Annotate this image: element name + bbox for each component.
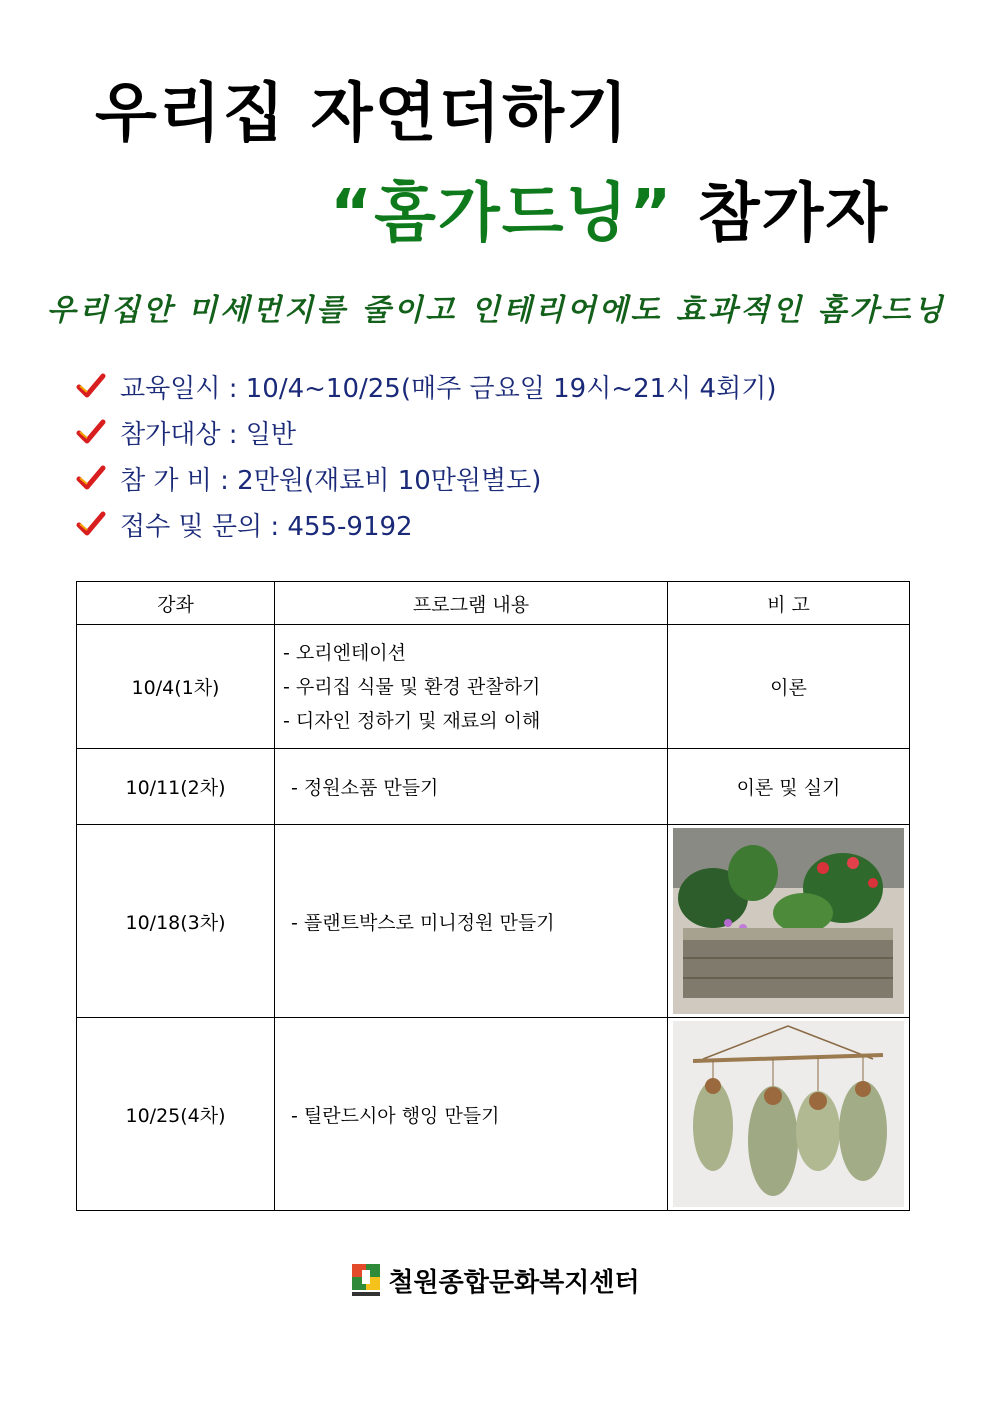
row-note: 이론 및 실기 [668, 749, 910, 825]
row-photo-cell [668, 825, 910, 1018]
header-note: 비 고 [668, 582, 910, 625]
title-quote-close: ” [629, 177, 674, 251]
table-row [77, 625, 910, 749]
header-content: 프로그램 내용 [275, 582, 668, 625]
footer [0, 1262, 992, 1299]
row-note: 이론 [668, 625, 910, 749]
row-date: 10/25(4차) [77, 1018, 275, 1211]
info-text: 접수 및 문의 : 455-9192 [120, 511, 413, 542]
check-mark-icon [76, 465, 106, 491]
row-content-item: - 정원소품 만들기 [291, 777, 439, 799]
info-text: 참 가 비 : 2만원(재료비 10만원별도) [120, 465, 542, 496]
plant-box-photo [673, 828, 904, 1014]
title-suffix: 참가자 [697, 177, 890, 251]
info-list [76, 363, 776, 547]
row-content-item: - 틸란드시아 행잉 만들기 [291, 1104, 500, 1127]
row-content [275, 825, 668, 1018]
table-row [77, 825, 910, 1018]
schedule-table [76, 581, 910, 1211]
info-item-fee [76, 455, 776, 501]
row-content [275, 1018, 668, 1211]
check-mark-icon [76, 373, 106, 399]
row-content [275, 625, 668, 749]
row-date: 10/4(1차) [77, 625, 275, 749]
info-item-schedule [76, 363, 776, 409]
footer-org-name: 철원종합문화복지센터 [388, 1268, 640, 1298]
info-item-target [76, 409, 776, 455]
row-content-item: - 플랜트박스로 미니정원 만들기 [291, 911, 555, 934]
center-logo-icon [352, 1264, 380, 1298]
table-header-row [77, 582, 910, 625]
table-row [77, 749, 910, 825]
subtitle: 우리집안 미세먼지를 줄이고 인테리어에도 효과적인 홈가드닝 [46, 293, 946, 328]
row-content-item: - 디자인 정하기 및 재료의 이해 [283, 709, 541, 732]
hanging-plant-photo [673, 1021, 904, 1207]
title-line-2 [330, 162, 889, 254]
table-row [77, 1018, 910, 1211]
title-line-1: 우리집 자연더하기 [95, 77, 630, 151]
info-item-contact [76, 501, 776, 547]
row-date: 10/18(3차) [77, 825, 275, 1018]
info-text: 참가대상 : 일반 [120, 419, 296, 450]
title-highlight: 홈가드닝 [374, 177, 630, 251]
row-photo-cell [668, 1018, 910, 1211]
check-mark-icon [76, 419, 106, 445]
row-date: 10/11(2차) [77, 749, 275, 825]
check-mark-icon [76, 511, 106, 537]
info-text: 교육일시 : 10/4~10/25(매주 금요일 19시~21시 4회기) [120, 373, 777, 404]
row-content-item: - 우리집 식물 및 환경 관찰하기 [283, 675, 541, 698]
row-content [275, 749, 668, 825]
header-course: 강좌 [77, 582, 275, 625]
row-content-item: - 오리엔테이션 [283, 641, 407, 664]
title-quote-open: “ [330, 177, 375, 251]
